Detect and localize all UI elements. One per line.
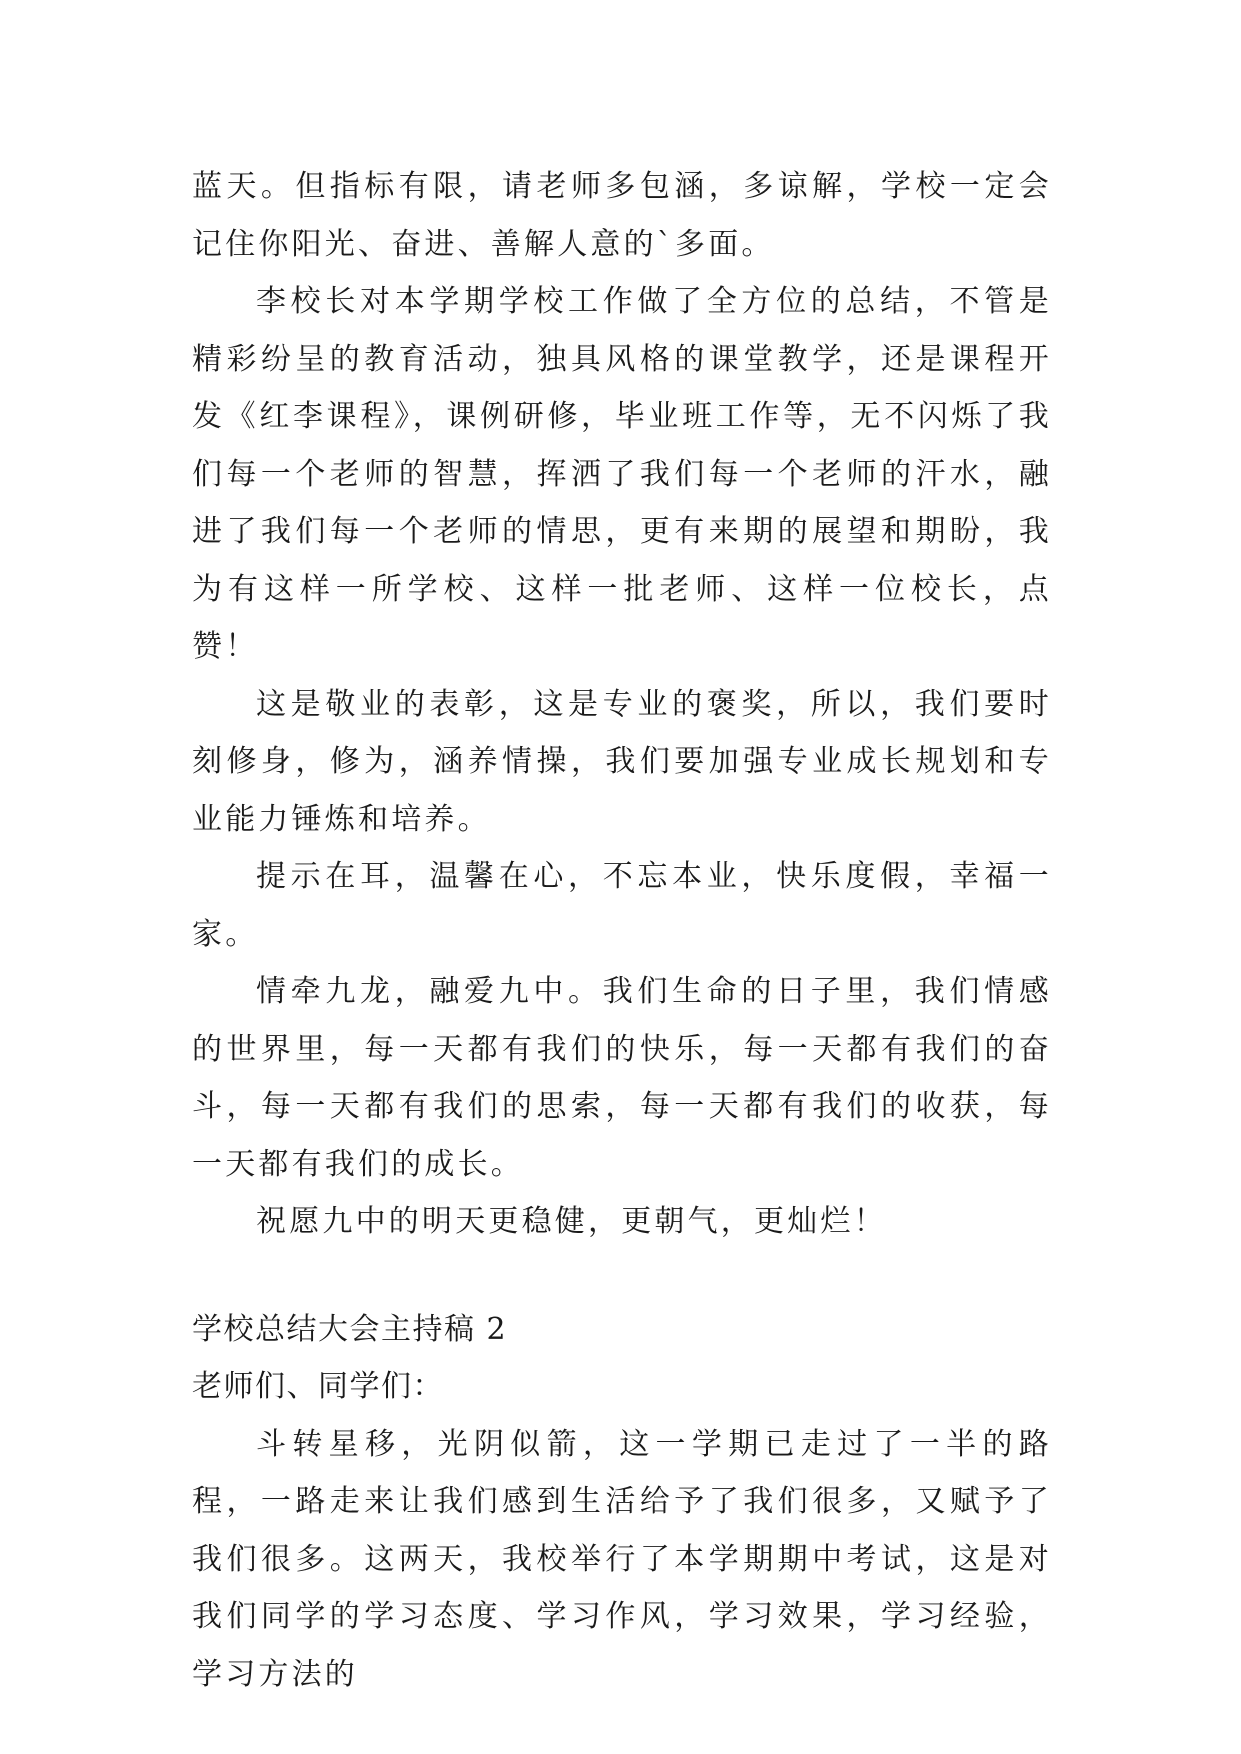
- salutation: 老师们、同学们：: [192, 1369, 444, 1404]
- paragraph-1: 蓝天。但指标有限，请老师多包涵，多谅解，学校一定会记住你阳光、奋进、善解人意的`多面。: [192, 169, 1052, 262]
- document-body: [192, 158, 1052, 1703]
- section-spacer: [192, 1251, 1052, 1301]
- paragraph-2: 李校长对本学期学校工作做了全方位的总结，不管是精彩纷呈的教育活动，独具风格的课堂教学，还是课程开发《红李课程》，课例研修，毕业班工作等，无不闪烁了我们每一个老师的智慧，挥洒了我们每一个老师的汗水，融进了我们每一个老师的情思，更有来期的展望和期盼，我为有这样一所学校、这样一批老师、这样一位校长，点赞！: [192, 284, 1052, 664]
- paragraph-3: 这是敬业的表彰，这是专业的褒奖，所以，我们要时刻修身，修为，涵养情操，我们要加强专业成长规划和专业能力锤炼和培养。: [192, 686, 1052, 837]
- paragraph-4: 提示在耳，温馨在心，不忘本业，快乐度假，幸福一家。: [192, 859, 1052, 952]
- paragraph-5: 情牵九龙，融爱九中。我们生命的日子里，我们情感的世界里，每一天都有我们的快乐，每一天都有我们的奋斗，每一天都有我们的思索，每一天都有我们的收获，每一天都有我们的成长。: [192, 974, 1052, 1182]
- paragraph-7: 斗转星移，光阴似箭，这一学期已走过了一半的路程，一路走来让我们感到生活给予了我们很多，又赋予了我们很多。这两天，我校举行了本学期期中考试，这是对我们同学的学习态度、学习作风，学习效果，学习经验，学习方法的: [192, 1426, 1052, 1692]
- paragraph-6: 祝愿九中的明天更稳健，更朝气，更灿烂！: [256, 1204, 887, 1239]
- section-title: 学校总结大会主持稿 2: [192, 1311, 508, 1347]
